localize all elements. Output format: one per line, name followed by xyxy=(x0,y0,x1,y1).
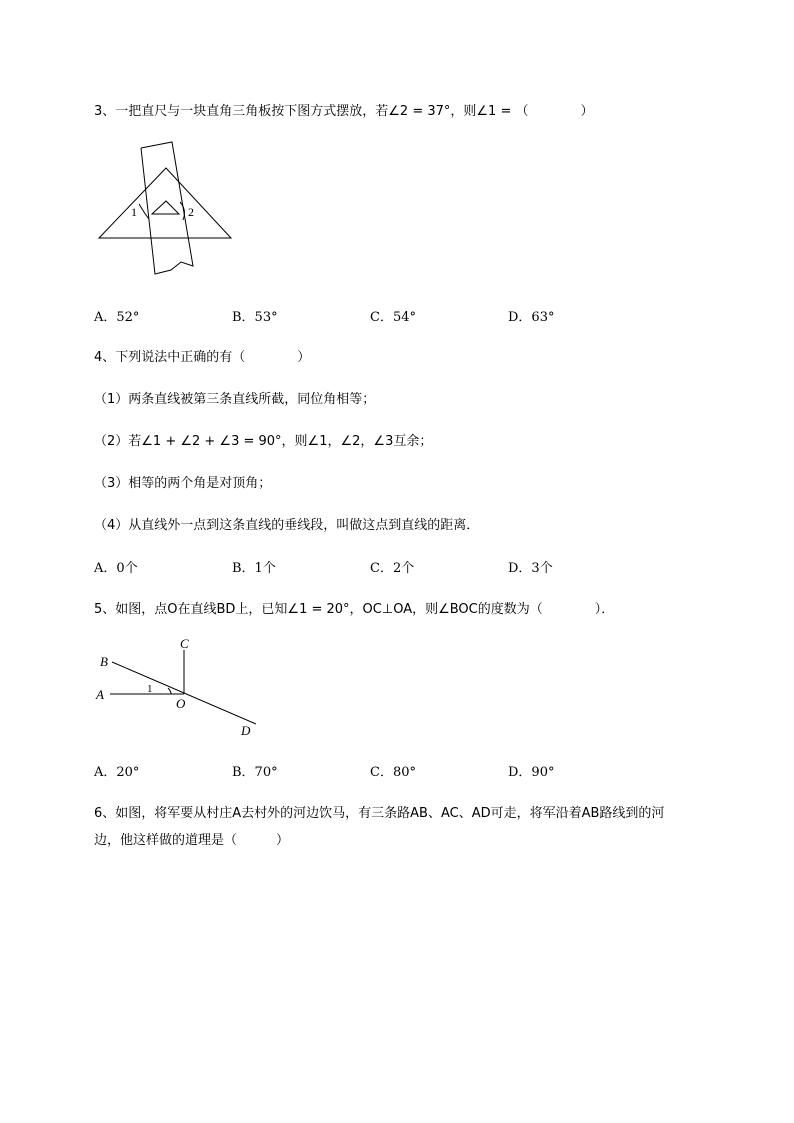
question-5-options xyxy=(94,761,654,779)
angle-1-label: 1 xyxy=(131,205,137,219)
question-6-text-line-2: 边，他这样做的道理是（ ） xyxy=(94,833,290,848)
q3-option-c[interactable]: C．54° xyxy=(370,310,416,325)
q5-option-d[interactable]: D．90° xyxy=(508,765,555,780)
q5-option-b[interactable]: B．70° xyxy=(232,765,278,780)
q4-option-d[interactable]: D．3个 xyxy=(508,561,553,576)
q5-option-a[interactable]: A．20° xyxy=(94,765,140,780)
ruler-outline xyxy=(141,142,193,274)
q3-option-b[interactable]: B．53° xyxy=(232,310,278,325)
q4-option-a[interactable]: A．0个 xyxy=(94,561,138,576)
q4-option-c[interactable]: C．2个 xyxy=(370,561,415,576)
figure-ruler-triangle xyxy=(95,140,240,280)
question-4-text: 4、下列说法中正确的有（ ） xyxy=(94,350,311,365)
q4-statement-4: （4）从直线外一点到这条直线的垂线段，叫做这点到直线的距离． xyxy=(94,518,480,533)
q5-option-c[interactable]: C．80° xyxy=(370,765,416,780)
label-a: A xyxy=(96,687,104,702)
figure-lines-bd-oc-oa xyxy=(92,632,267,742)
q3-option-a[interactable]: A．52° xyxy=(94,310,140,325)
label-d: D xyxy=(241,723,251,738)
label-c: C xyxy=(180,636,189,651)
q4-statement-3: （3）相等的两个角是对顶角； xyxy=(94,476,272,491)
angle-1-arc xyxy=(168,688,171,694)
label-angle-1: 1 xyxy=(147,683,153,695)
question-5-text: 5、如图，点O在直线BD上，已知∠1 = 20°，OC⊥OA，则∠BOC的度数为（ ）． xyxy=(94,602,615,617)
q4-statement-1: （1）两条直线被第三条直线所截，同位角相等； xyxy=(94,392,376,407)
question-6-text-line-1: 6、如图，将军要从村庄A去村外的河边饮马，有三条路AB、AC、AD可走，将军沿着AB路线到的河 xyxy=(94,806,665,821)
q4-option-b[interactable]: B．1个 xyxy=(232,561,276,576)
q4-statement-2: （2）若∠1 + ∠2 + ∠3 = 90°，则∠1，∠2，∠3互余； xyxy=(94,434,433,449)
question-3-text: 3、一把直尺与一块直角三角板按下图方式摆放，若∠2 = 37°，则∠1 = （ ） xyxy=(94,104,594,119)
question-3-options xyxy=(94,306,654,324)
label-o: O xyxy=(176,696,186,711)
angle-2-label: 2 xyxy=(188,205,194,219)
label-b: B xyxy=(100,654,108,669)
q3-option-d[interactable]: D．63° xyxy=(508,310,555,325)
question-4-options xyxy=(94,557,654,575)
